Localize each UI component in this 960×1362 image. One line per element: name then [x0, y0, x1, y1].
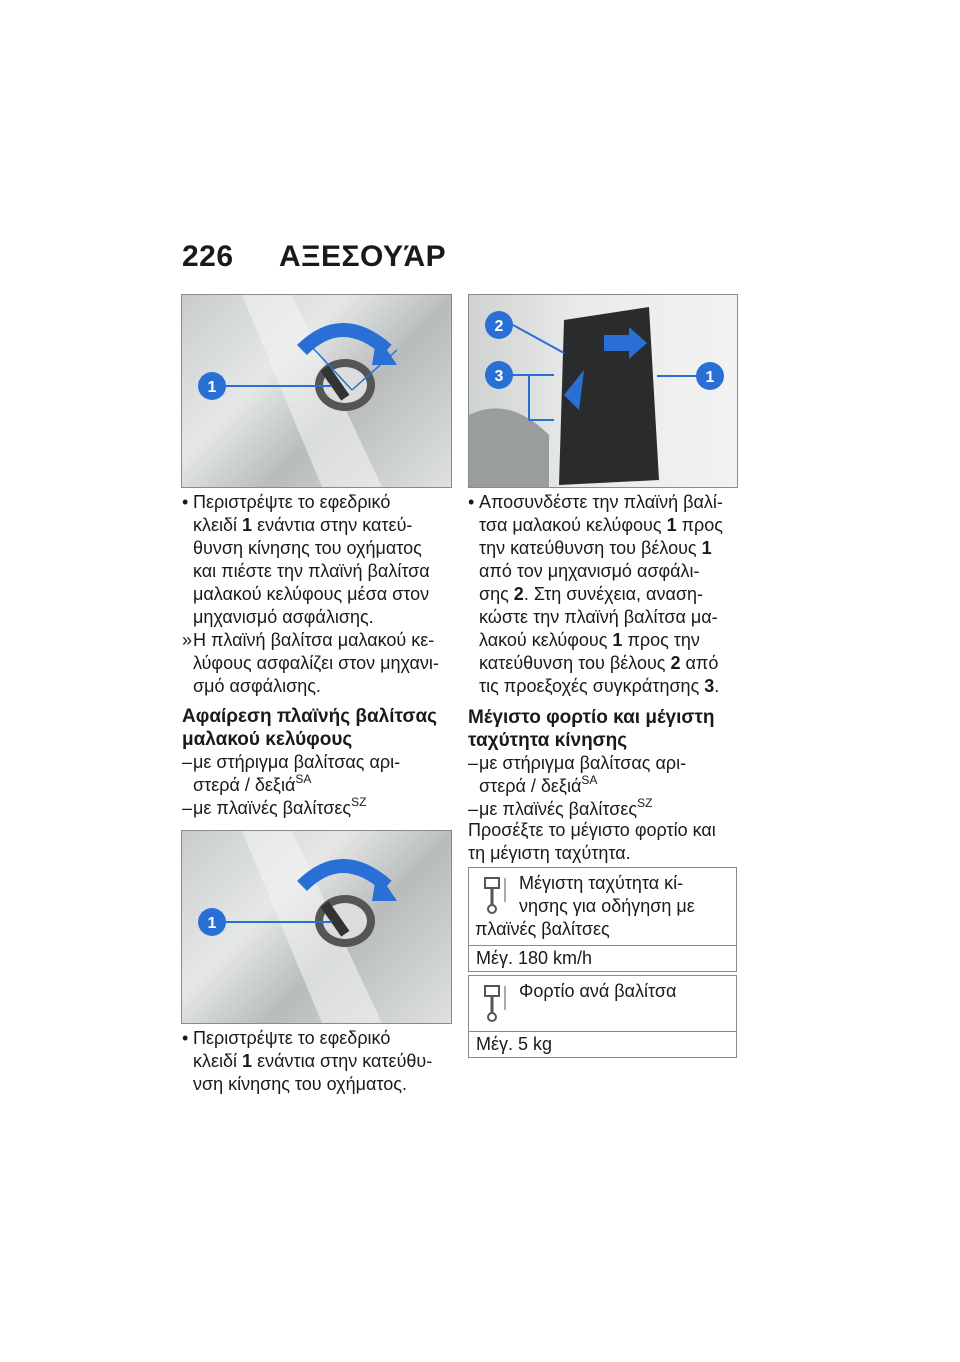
text-segment: και πιέστε την πλαϊνή βαλίτσα — [193, 561, 430, 581]
callout-label: 1 — [705, 369, 715, 386]
section-heading: Αφαίρεση πλαϊνής βαλίτσας μαλακού κελύφους — [182, 706, 438, 750]
text-segment: λακού κελύφους — [479, 630, 613, 650]
text-segment: σης — [479, 584, 514, 604]
text-line — [479, 560, 751, 583]
text-segment: . Στη συνέχεια, αναση- — [523, 584, 703, 604]
text-segment: Περιστρέψτε το εφεδρικό — [193, 492, 391, 512]
text-segment: κλειδί — [193, 1051, 243, 1071]
spec-table-max-speed: Μέγιστη ταχύτητα κί- νησης για οδήγηση με πλαϊνές βαλίτσες Μέγ. 180 km/h — [468, 867, 737, 972]
callout-reference: 2 — [670, 653, 681, 673]
callout-label: 1 — [207, 379, 217, 396]
text-segment: την κατεύθυνση του βέλους — [479, 538, 702, 558]
text-line — [479, 606, 751, 629]
text-line — [193, 1050, 465, 1073]
text-line — [193, 514, 465, 537]
page-title: ΑΞΕΣΟΥΆΡ — [279, 240, 447, 273]
bullet-marker: • — [182, 1028, 189, 1048]
sa-superscript: SA — [581, 773, 598, 787]
text-line — [193, 583, 465, 606]
text-line — [479, 537, 751, 560]
text-line — [193, 675, 465, 698]
text-line — [193, 560, 465, 583]
figure-key-lock — [181, 294, 452, 488]
text-segment: από — [680, 653, 719, 673]
step-instruction — [182, 1027, 465, 1096]
text-line — [193, 606, 465, 629]
text-line — [182, 491, 465, 514]
text-line — [193, 652, 465, 675]
text-line — [193, 1073, 465, 1096]
key-lock-illustration — [182, 831, 451, 1023]
bullet-marker: » — [182, 630, 193, 650]
condition-list: –με στήριγμα βαλίτσας αρι- στερά / δεξιά$^{SA}$ –με πλαϊνές βαλίτσες$^{SZ}$ — [182, 752, 401, 818]
text-line — [182, 629, 465, 652]
text-line — [468, 491, 751, 514]
engine-piston-icon — [475, 872, 511, 916]
callout-reference: 2 — [513, 584, 524, 604]
text-segment: Περιστρέψτε το εφεδρικό — [193, 1028, 391, 1048]
callout-reference: 1 — [242, 1051, 253, 1071]
condition-list: –με στήριγμα βαλίτσας αρι- στερά / δεξιά$^{SA}$ –με πλαϊνές βαλίτσες$^{SZ}$ — [468, 753, 687, 819]
callout-reference: 1 — [242, 515, 253, 535]
engine-piston-icon — [475, 980, 511, 1024]
text-segment: κλειδί — [193, 515, 243, 535]
step-instruction — [182, 491, 465, 629]
text-line — [479, 675, 751, 698]
rotate-arrow-icon — [302, 330, 387, 350]
callout-reference: 1 — [612, 630, 623, 650]
text-line — [479, 652, 751, 675]
text-line — [479, 583, 751, 606]
text-segment: προς την — [622, 630, 700, 650]
callout-label: 1 — [207, 915, 217, 932]
text-line — [479, 629, 751, 652]
figure-case-removal — [468, 294, 738, 488]
max-speed-value: Μέγ. 180 km/h — [476, 948, 593, 968]
callout-label: 2 — [494, 318, 504, 335]
note-text: Προσέξτε το μέγιστο φορτίο και τη μέγιστη ταχύτητα. — [468, 820, 716, 863]
sa-superscript: SA — [295, 772, 312, 786]
text-line — [193, 537, 465, 560]
bullet-marker: • — [182, 492, 189, 512]
page-number: 226 — [182, 240, 234, 273]
callout-label: 3 — [494, 368, 504, 385]
load-value: Μέγ. 5 kg — [476, 1034, 553, 1054]
text-segment: σμό ασφάλισης. — [193, 676, 321, 696]
text-segment: λύφους ασφαλίζει στον μηχανι- — [193, 653, 439, 673]
spec-table-load: Φορτίο ανά βαλίτσα Μέγ. 5 kg — [468, 975, 737, 1058]
text-segment: τις προεξοχές συγκράτησης — [479, 676, 705, 696]
text-segment: μαλακού κελύφους μέσα στον — [193, 584, 430, 604]
sz-superscript: SZ — [637, 796, 653, 810]
text-segment: θυνση κίνησης του οχήματος — [193, 538, 422, 558]
text-segment: κατεύθυνση του βέλους — [479, 653, 671, 673]
callout-reference: 1 — [666, 515, 677, 535]
arrow-right-icon — [604, 335, 632, 351]
text-segment: τσα μαλακού κελύφους — [479, 515, 667, 535]
text-line — [182, 1027, 465, 1050]
text-segment: Αποσυνδέστε την πλαϊνή βαλί- — [479, 492, 723, 512]
callout-reference: 1 — [701, 538, 712, 558]
text-line — [479, 514, 751, 537]
sz-superscript: SZ — [351, 795, 367, 809]
text-segment: Η πλαϊνή βαλίτσα μαλακού κε- — [193, 630, 435, 650]
figure-key-lock-removal — [181, 830, 452, 1024]
section-heading: Μέγιστο φορτίο και μέγιστη ταχύτητα κίνησης — [468, 707, 715, 751]
text-segment: μηχανισμό ασφάλισης. — [193, 607, 374, 627]
callout-reference: 3 — [704, 676, 715, 696]
case-removal-illustration — [469, 295, 737, 487]
text-segment: νση κίνησης του οχήματος. — [193, 1074, 407, 1094]
text-segment: ενάντια στην κατεύθυ- — [252, 1051, 433, 1071]
text-segment: ενάντια στην κατεύ- — [252, 515, 413, 535]
step-result — [182, 629, 465, 698]
text-segment: κώστε την πλαϊνή βαλίτσα μα- — [479, 607, 718, 627]
text-segment: από τον μηχανισμό ασφάλι- — [479, 561, 700, 581]
rotate-arrow-icon — [302, 866, 387, 886]
bullet-marker: • — [468, 492, 475, 512]
key-lock-illustration — [182, 295, 451, 487]
text-segment: προς — [676, 515, 723, 535]
step-instruction — [468, 491, 751, 698]
text-segment: . — [714, 676, 720, 696]
